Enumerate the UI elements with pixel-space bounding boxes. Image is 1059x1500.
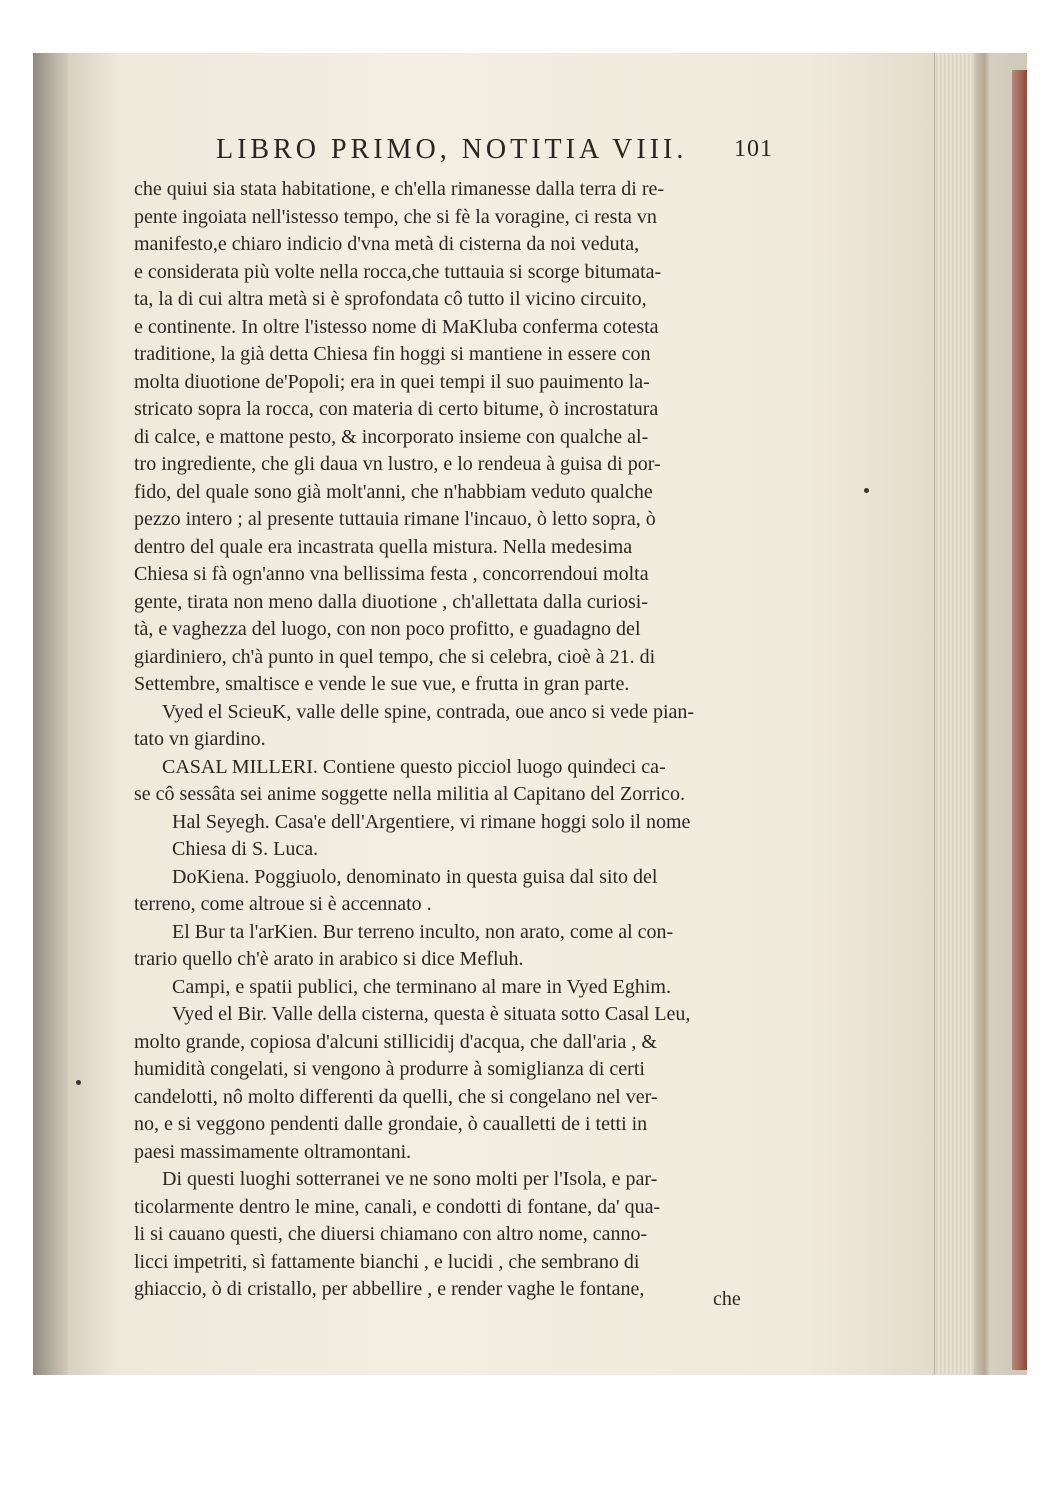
text-line: CASAL MILLERI. Contiene questo picciol luogo quindeci ca- (162, 755, 666, 778)
text-line: dentro del quale era incastrata quella mistura. Nella medesima (134, 535, 633, 558)
ink-spot (864, 488, 869, 493)
text-line: pente ingoiata nell'istesso tempo, che si fè la voragine, ci resta vn (134, 205, 657, 228)
text-line: molta diuotione de'Popoli; era in quei tempi il suo pauimento la- (134, 370, 650, 393)
text-line: tà, e vaghezza del luogo, con non poco profitto, e guadagno del (134, 618, 641, 640)
text-line: Campi, e spatii publici, che terminano al mare in Vyed Eghim. (172, 975, 671, 998)
text-line: Settembre, smaltisce e vende le sue vue, e frutta in gran parte. (134, 673, 630, 695)
text-line: li si cauano questi, che diuersi chiamano con altro nome, canno- (134, 1223, 648, 1245)
ink-spot (76, 1080, 81, 1085)
text-line: Chiesa si fà ogn'anno vna bellissima festa , concorrendoui molta (134, 563, 649, 585)
page-fore-edge (934, 53, 975, 1375)
text-line: stricato sopra la rocca, con materia di certo bitume, ò incrostatura (134, 398, 659, 420)
text-line: di calce, e mattone pesto, & incorporato insieme con qualche al- (134, 425, 649, 448)
text-line: molto grande, copiosa d'alcuni stillicidij d'acqua, che dall'aria , & (134, 1030, 657, 1053)
text-line: ta, la di cui altra metà si è sprofondata cô tutto il vicino circuito, (134, 288, 647, 310)
text-line: fido, del quale sono già molt'anni, che n'habbiam veduto qualche (134, 480, 653, 503)
text-line: se cô sessâta sei anime soggette nella militia al Capitano del Zorrico. (134, 783, 685, 805)
text-line: licci impetriti, sì fattamente bianchi , e lucidi , che sembrano di (134, 1250, 640, 1273)
page-text (134, 176, 784, 1304)
text-line: gente, tirata non meno dalla diuotione , ch'allettata dalla curiosi- (134, 590, 648, 613)
text-line: tro ingrediente, che gli daua vn lustro, e lo rendeua à guisa di por- (134, 453, 661, 475)
text-line: candelotti, nô molto differenti da quelli, che si congelano nel ver- (134, 1085, 658, 1108)
text-line: che quiui sia stata habitatione, e ch'ella rimanesse dalla terra di re- (134, 178, 665, 200)
book-gutter (33, 53, 71, 1375)
text-line: Hal Seyegh. Casa'e dell'Argentiere, vi rimane hoggi solo il nome (172, 810, 691, 833)
text-line: giardiniero, ch'à punto in quel tempo, che si celebra, cioè à 21. di (134, 645, 656, 668)
text-line: tato vn giardino. (134, 728, 266, 750)
text-line: Vyed el ScieuK, valle delle spine, contrada, oue anco si vede pian- (162, 700, 695, 723)
running-head: LIBRO PRIMO, NOTITIA VIII. (216, 134, 688, 165)
page-number: 101 (734, 136, 773, 162)
text-line: e continente. In oltre l'istesso nome di MaKluba conferma cotesta (134, 315, 659, 338)
text-line: manifesto,e chiaro indicio d'vna metà di cisterna da noi veduta, (134, 233, 640, 255)
text-line: traditione, la già detta Chiesa fin hoggi si mantiene in essere con (134, 343, 651, 365)
text-line: Di questi luoghi sotterranei ve ne sono molti per l'Isola, e par- (162, 1168, 658, 1190)
text-line: no, e si veggono pendenti dalle grondaie, ò caualletti de i tetti in (134, 1113, 648, 1135)
text-line: e considerata più volte nella rocca,che tuttauia si scorge bitumata- (134, 260, 662, 283)
text-line: terreno, come altroue si è accennato . (134, 893, 432, 915)
text-line: ghiaccio, ò di cristallo, per abbellire , e render vaghe le fontane, (134, 1278, 645, 1300)
text-line: El Bur ta l'arKien. Bur terreno inculto, non arato, come al con- (172, 920, 674, 943)
text-line: pezzo intero ; al presente tuttauia rimane l'incauo, ò letto sopra, ò (134, 508, 656, 530)
text-line: trario quello ch'è arato in arabico si dice Mefluh. (134, 948, 524, 970)
text-line: ticolarmente dentro le mine, canali, e condotti di fontane, da' qua- (134, 1195, 661, 1218)
cover-binding (1012, 70, 1027, 1370)
text-line: paesi massimamente oltramontani. (134, 1140, 412, 1163)
text-line: Vyed el Bir. Valle della cisterna, questa è situata sotto Casal Leu, (172, 1003, 691, 1025)
text-line: DoKiena. Poggiuolo, denominato in questa guisa dal sito del (172, 865, 658, 888)
catchword: che (713, 1288, 741, 1310)
text-line: Chiesa di S. Luca. (172, 838, 319, 860)
text-line: humidità congelati, si vengono à produrre à somiglianza di certi (134, 1058, 645, 1080)
